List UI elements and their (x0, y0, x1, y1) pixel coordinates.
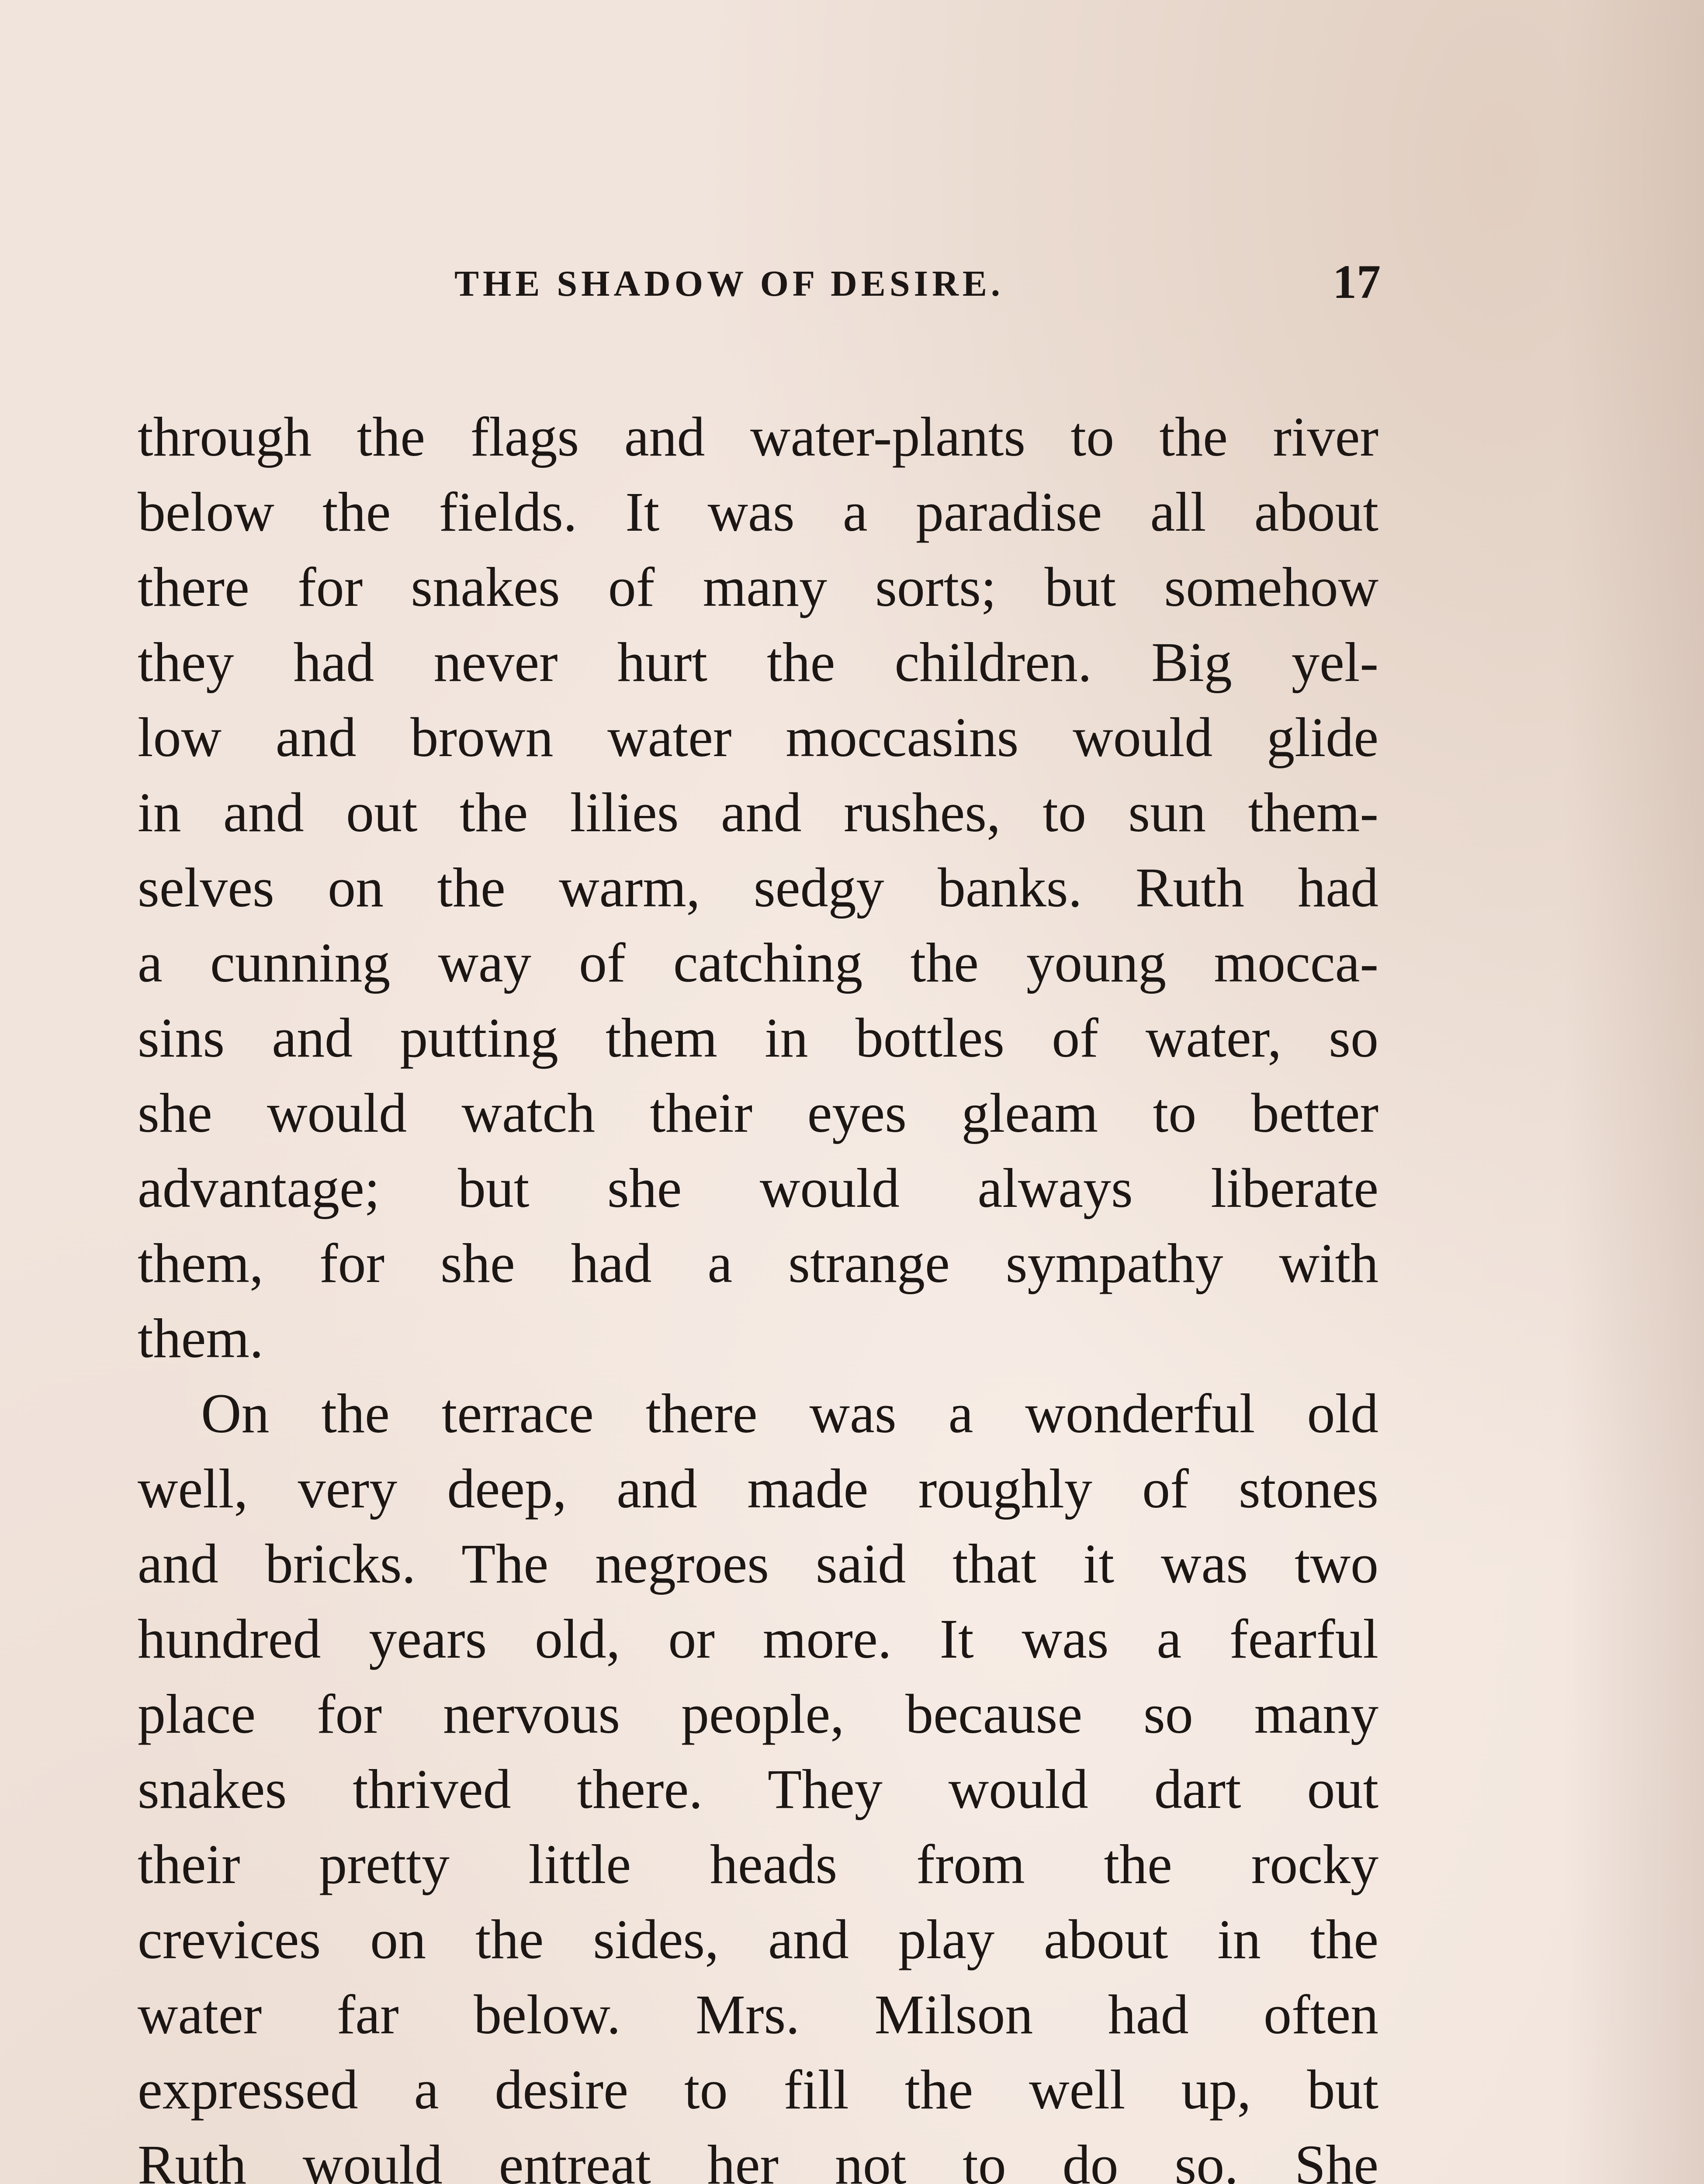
text-line: advantage; but she would always liberate (138, 1157, 1378, 1219)
text-line: On the terrace there was a wonderful old (201, 1382, 1378, 1444)
text-line: selves on the warm, sedgy banks. Ruth had (138, 857, 1378, 919)
text-line: a cunning way of catching the young mocca- (138, 932, 1378, 994)
text-line: place for nervous people, because so many (138, 1683, 1378, 1745)
text-line: low and brown water moccasins would glide (138, 706, 1378, 768)
text-line: and bricks. The negroes said that it was two (138, 1533, 1378, 1595)
text-line: their pretty little heads from the rocky (138, 1833, 1378, 1895)
text-line: snakes thrived there. They would dart out (138, 1758, 1378, 1820)
text-line: them. (138, 1307, 263, 1369)
page-edge-shadow (1564, 0, 1704, 2184)
text-line: Ruth would entreat her not to do so. She (138, 2134, 1378, 2184)
text-line: water far below. Mrs. Milson had often (138, 1984, 1378, 2046)
text-line: them, for she had a strange sympathy with (138, 1232, 1378, 1294)
text-line: through the flags and water-plants to the river (138, 406, 1378, 468)
text-line: crevices on the sides, and play about in the (138, 1908, 1378, 1970)
page-number: 17 (1333, 255, 1381, 308)
text-line: sins and putting them in bottles of water, so (138, 1007, 1378, 1069)
text-line: in and out the lilies and rushes, to sun them- (138, 781, 1378, 843)
text-line: expressed a desire to fill the well up, but (138, 2059, 1378, 2121)
text-line: well, very deep, and made roughly of stones (138, 1458, 1378, 1520)
text-line: she would watch their eyes gleam to better (138, 1082, 1378, 1144)
text-line: they had never hurt the children. Big yel- (138, 631, 1378, 693)
text-line: below the fields. It was a paradise all about (138, 481, 1378, 543)
text-line: there for snakes of many sorts; but somehow (138, 556, 1378, 618)
text-line: hundred years old, or more. It was a fearful (138, 1608, 1378, 1670)
running-title: THE SHADOW OF DESIRE. (454, 263, 1004, 304)
